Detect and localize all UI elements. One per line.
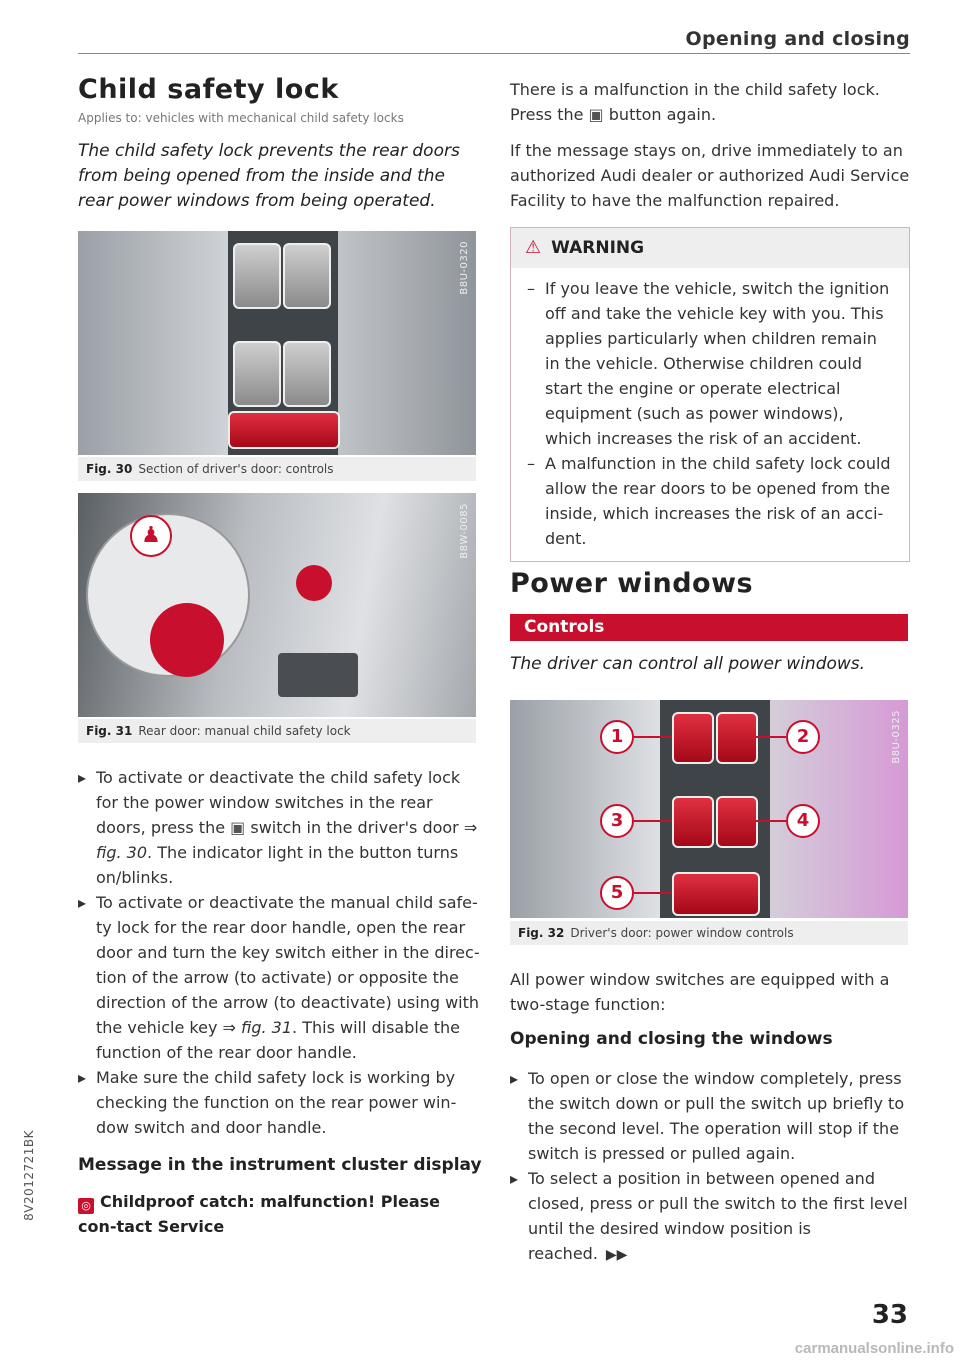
message-text: ◎ Childproof catch: malfunction! Please con-tact Service (78, 1192, 440, 1236)
warning-header: ⚠ WARNING (511, 228, 909, 268)
indicator-lamp-icon: ◎ (78, 1198, 94, 1214)
warning-item: – If you leave the vehicle, switch the ignition off and take the vehicle key with you. This applies particularly when children remain in the vehicle. Otherwise children could start the engine or operate electrical equipment (such as power windows), which increases the risk of an accident. (527, 276, 893, 451)
callout-2: 2 (786, 720, 820, 754)
warning-box (510, 227, 910, 562)
callout-4: 4 (786, 804, 820, 838)
window-switch (233, 243, 281, 309)
page-title: Child safety lock (78, 74, 339, 105)
figure-link[interactable]: ⇒ fig. 30 (96, 818, 478, 862)
window-switch (283, 341, 331, 407)
continue-arrow-icon: ▶▶ (605, 1247, 628, 1263)
malfunction-intro: There is a malfunction in the child safety lock. Press the ▣ button again. (510, 80, 880, 124)
key-switch-small (296, 565, 332, 601)
sub-heading: Opening and closing the windows (510, 1029, 833, 1049)
lead-text: The child safety lock prevents the rear doors from being opened from the inside and the rear power windows from being operated. (78, 141, 460, 211)
caption-text: Rear door: manual child safety lock (138, 724, 351, 738)
figure-label: Fig. 32 (518, 926, 565, 940)
list-item: ▸ To activate or deactivate the manual child safe-ty lock for the rear door handle, open the rear door and turn the key switch either in the direc-tion of the arrow (to activate) or opposite the direction of the arrow (to deactivate) using with the vehicle key ⇒ fig. 31. This will disable the function of the rear door handle. (78, 890, 480, 1065)
header-rule (78, 53, 910, 54)
door-handle (278, 653, 358, 697)
child-lock-icon: ▣ (588, 105, 604, 124)
message-heading: Message in the instrument cluster display (78, 1155, 482, 1175)
figure-32-caption (510, 921, 908, 945)
callout-5: 5 (600, 876, 634, 910)
figure-32-image (510, 700, 908, 918)
caption-text: Section of driver's door: controls (138, 462, 334, 476)
warning-triangle-icon: ⚠ (525, 237, 542, 258)
figure-31-image (78, 493, 476, 717)
window-switch (716, 712, 758, 764)
list-item: ▸ To open or close the window completely, press the switch down or pull the switch up briefly to the second level. The operation will stop if the switch is pressed or pulled again. (510, 1066, 914, 1166)
window-switch (672, 796, 714, 848)
figure-code: B8U-0320 (459, 241, 470, 295)
key-switch (150, 603, 224, 677)
callout-1: 1 (600, 720, 634, 754)
figure-label: Fig. 31 (86, 724, 133, 738)
list-item: ▸ Make sure the child safety lock is working by checking the function on the rear power win-dow switch and door handle. (78, 1065, 480, 1140)
window-switch (233, 341, 281, 407)
malfunction-paragraph: If the message stays on, drive immediately to an authorized Audi dealer or authorized Audi Service Facility to have the malfunction repaired. (510, 141, 910, 210)
window-switch (672, 712, 714, 764)
lead-text-2: The driver can control all power windows. (510, 654, 866, 674)
child-lock-icon: ▣ (230, 818, 246, 837)
figure-30-image (78, 231, 476, 455)
figure-code: B8U-0325 (891, 710, 902, 764)
section-header: Opening and closing (685, 28, 910, 50)
child-lock-icon: ♟ (130, 515, 172, 557)
applies-note: Applies to: vehicles with mechanical child safety locks (78, 111, 404, 125)
list-item: ▸ To select a position in between opened and closed, press or pull the switch to the first level until the desired window position is reached. ▶▶ (510, 1166, 914, 1268)
window-switch (283, 243, 331, 309)
two-stage-text: All power window switches are equipped with a two-stage function: (510, 970, 890, 1014)
warning-list (511, 268, 909, 561)
left-bullets (78, 765, 480, 1140)
document-code: 8V2012721BK (22, 1130, 36, 1221)
controls-bar: Controls (510, 614, 908, 641)
window-switch (716, 796, 758, 848)
child-lock-button (228, 411, 340, 449)
figure-label: Fig. 30 (86, 462, 133, 476)
figure-30-caption (78, 457, 476, 481)
figure-link[interactable]: ⇒ fig. 31 (222, 1018, 293, 1037)
figure-code: B8W-0085 (459, 503, 470, 559)
caption-text: Driver's door: power window controls (570, 926, 794, 940)
right-bullets (510, 1066, 914, 1268)
site-watermark[interactable]: carmanualsonline.info (794, 1340, 954, 1357)
page-number: 33 (871, 1300, 908, 1330)
figure-31-caption (78, 719, 476, 743)
warning-item: – A malfunction in the child safety lock could allow the rear doors to be opened from the inside, which increases the risk of an acci-dent. (527, 451, 893, 551)
list-item: ▸ To activate or deactivate the child safety lock for the power window switches in the rear doors, press the ▣ switch in the driver's door ⇒ fig. 30. The indicator light in the button turns on/blinks. (78, 765, 480, 890)
callout-3: 3 (600, 804, 634, 838)
child-lock-button (672, 872, 760, 916)
section-title-power-windows: Power windows (510, 568, 754, 599)
